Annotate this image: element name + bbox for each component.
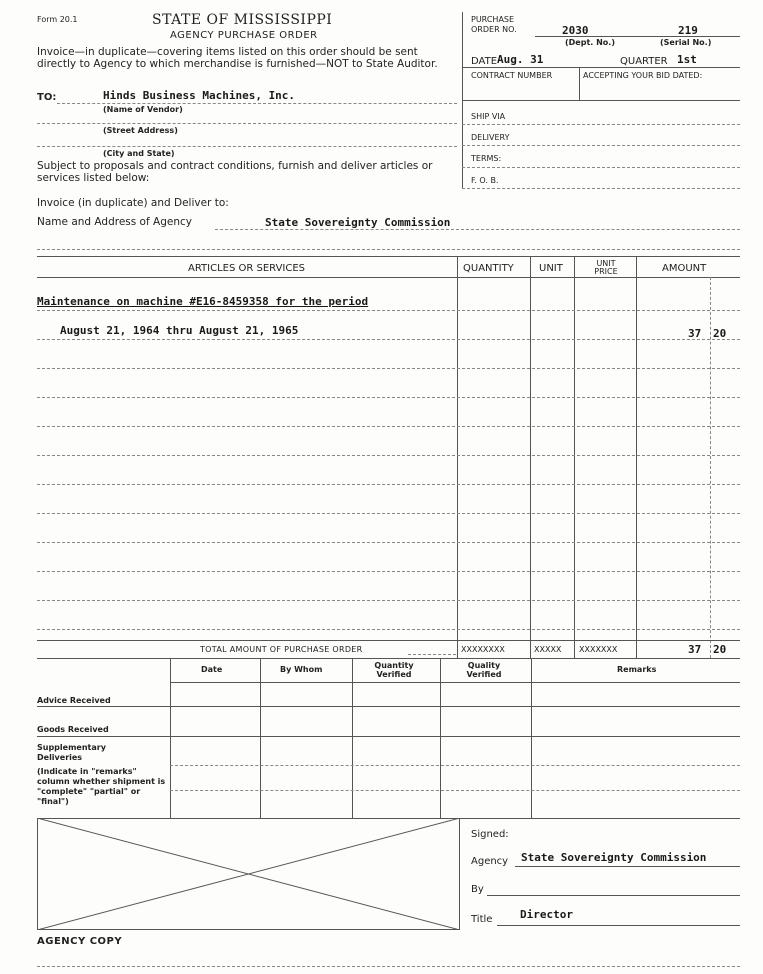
- recv-col-date: Date: [201, 665, 223, 674]
- street-label: (Street Address): [103, 126, 178, 135]
- agency-name-value: State Sovereignty Commission: [265, 216, 451, 229]
- terms-label: TERMS:: [471, 154, 502, 163]
- date-label: DATE: [471, 56, 498, 67]
- dept-label: (Dept. No.): [565, 38, 615, 47]
- table-row-line: [37, 426, 740, 427]
- total-price-x: XXXXXXX: [579, 645, 618, 654]
- total-cents: 20: [713, 643, 727, 656]
- perforation-line: [37, 966, 740, 967]
- table-row-line: [37, 571, 740, 572]
- recv-header-border: [170, 682, 740, 683]
- table-row-line: [37, 368, 740, 369]
- recv-col-remarks: Remarks: [617, 665, 657, 674]
- total-qty-x: XXXXXXXX: [461, 645, 505, 654]
- table-row-line: [37, 455, 740, 456]
- street-line: [37, 123, 457, 124]
- col-unit: UNIT: [539, 263, 563, 274]
- city-label: (City and State): [103, 149, 175, 158]
- item-line-1: Maintenance on machine #E16-8459358 for the period: [37, 295, 369, 308]
- delivery-line: [462, 145, 740, 146]
- terms-line: [462, 167, 740, 168]
- col-articles: ARTICLES OR SERVICES: [188, 263, 306, 274]
- total-row-top-border: [37, 640, 740, 641]
- row-supplementary-deliveries: Supplementary Deliveries: [37, 743, 106, 762]
- void-cross-icon: [37, 818, 460, 930]
- page-subtitle: AGENCY PURCHASE ORDER: [170, 30, 318, 41]
- agency-sign-line: [515, 866, 740, 867]
- row-goods-received: Goods Received: [37, 725, 109, 734]
- agency-sign-value: State Sovereignty Commission: [521, 851, 707, 864]
- to-label: TO:: [37, 92, 57, 103]
- fob-line: [462, 188, 740, 189]
- void-box: [37, 818, 460, 930]
- signed-label: Signed:: [471, 829, 509, 840]
- recv-row-line: [37, 706, 740, 707]
- vendor-name-label: (Name of Vendor): [103, 105, 183, 114]
- table-row-line: [37, 629, 740, 630]
- subject-note: Subject to proposals and contract conditions, furnish and deliver articles or services listed below:: [37, 160, 433, 184]
- title-label: Title: [471, 914, 493, 925]
- total-row-bottom-border: [37, 658, 740, 659]
- vendor-name: Hinds Business Machines, Inc.: [103, 89, 296, 102]
- recv-row-line: [37, 736, 740, 737]
- ship-via-label: SHIP VIA: [471, 112, 506, 121]
- serial-no: 219: [678, 24, 698, 37]
- table-row-line: [37, 542, 740, 543]
- contract-line: [462, 100, 740, 101]
- col-divider-amount: [636, 256, 637, 658]
- agency-address-line-2: [37, 249, 740, 250]
- po-number-line: [535, 36, 740, 37]
- city-line: [37, 146, 457, 147]
- quarter-value: 1st: [677, 53, 697, 66]
- form-number: Form 20.1: [37, 15, 78, 24]
- vendor-name-line: [57, 103, 457, 104]
- contract-label: CONTRACT NUMBER: [471, 71, 553, 80]
- table-row-line: [37, 397, 740, 398]
- agency-address-line: [215, 229, 740, 230]
- col-quantity: QUANTITY: [463, 263, 514, 274]
- table-row-line: [37, 513, 740, 514]
- agency-sign-label: Agency: [471, 856, 509, 867]
- page-title: STATE OF MISSISSIPPI: [152, 12, 333, 28]
- table-row-line: [37, 600, 740, 601]
- agency-copy-label: AGENCY COPY: [37, 936, 123, 947]
- col-divider-price: [574, 256, 575, 658]
- fob-label: F. O. B.: [471, 176, 499, 185]
- invoice-note: Invoice—in duplicate—covering items listed on this order should be sent directly to Agency to which merchandise is furnished—NOT to State Auditor.: [37, 46, 438, 70]
- title-sign-line: [497, 925, 740, 926]
- total-leader: [408, 654, 456, 655]
- dept-no: 2030: [562, 24, 589, 37]
- invoice-deliver-label: Invoice (in duplicate) and Deliver to:: [37, 197, 229, 209]
- po-label: PURCHASE ORDER NO.: [471, 15, 517, 34]
- col-divider-quantity: [457, 256, 458, 658]
- item-amount-dollars: 37: [688, 327, 702, 340]
- serial-label: (Serial No.): [660, 38, 712, 47]
- total-unit-x: XXXXX: [534, 645, 562, 654]
- delivery-label: DELIVERY: [471, 133, 510, 142]
- col-amount: AMOUNT: [662, 263, 707, 274]
- row-advice-received: Advice Received: [37, 696, 111, 705]
- quarter-label: QUARTER: [620, 56, 668, 67]
- item-amount-cents: 20: [713, 327, 727, 340]
- recv-row-line: [170, 765, 740, 766]
- agency-address-label: Name and Address of Agency: [37, 216, 192, 228]
- order-date: Aug. 31: [497, 53, 544, 66]
- table-row-line: [37, 339, 740, 340]
- recv-row-line: [170, 790, 740, 791]
- total-dollars: 37: [688, 643, 702, 656]
- table-row-line: [37, 484, 740, 485]
- title-value: Director: [520, 908, 573, 921]
- col-unit-price: UNIT PRICE: [594, 259, 618, 276]
- accepting-label: ACCEPTING YOUR BID DATED:: [583, 71, 703, 80]
- recv-col-qty-verified: Quantity Verified: [374, 661, 414, 679]
- item-line-2: August 21, 1964 thru August 21, 1965: [60, 324, 299, 337]
- contract-divider: [579, 67, 580, 100]
- col-divider-unit: [530, 256, 531, 658]
- table-row-line: [37, 310, 740, 311]
- ship-via-line: [462, 124, 740, 125]
- row-remarks-note: (Indicate in "remarks" column whether shipment is "complete" "partial" or "final"): [37, 767, 166, 806]
- by-label: By: [471, 884, 484, 895]
- by-sign-line: [487, 895, 740, 896]
- table-top-border: [37, 256, 740, 257]
- total-label: TOTAL AMOUNT OF PURCHASE ORDER: [200, 645, 363, 654]
- date-line: [462, 67, 740, 68]
- recv-col-by-whom: By Whom: [280, 665, 323, 674]
- table-header-border: [37, 277, 740, 278]
- recv-col-quality-verified: Quality Verified: [466, 661, 502, 679]
